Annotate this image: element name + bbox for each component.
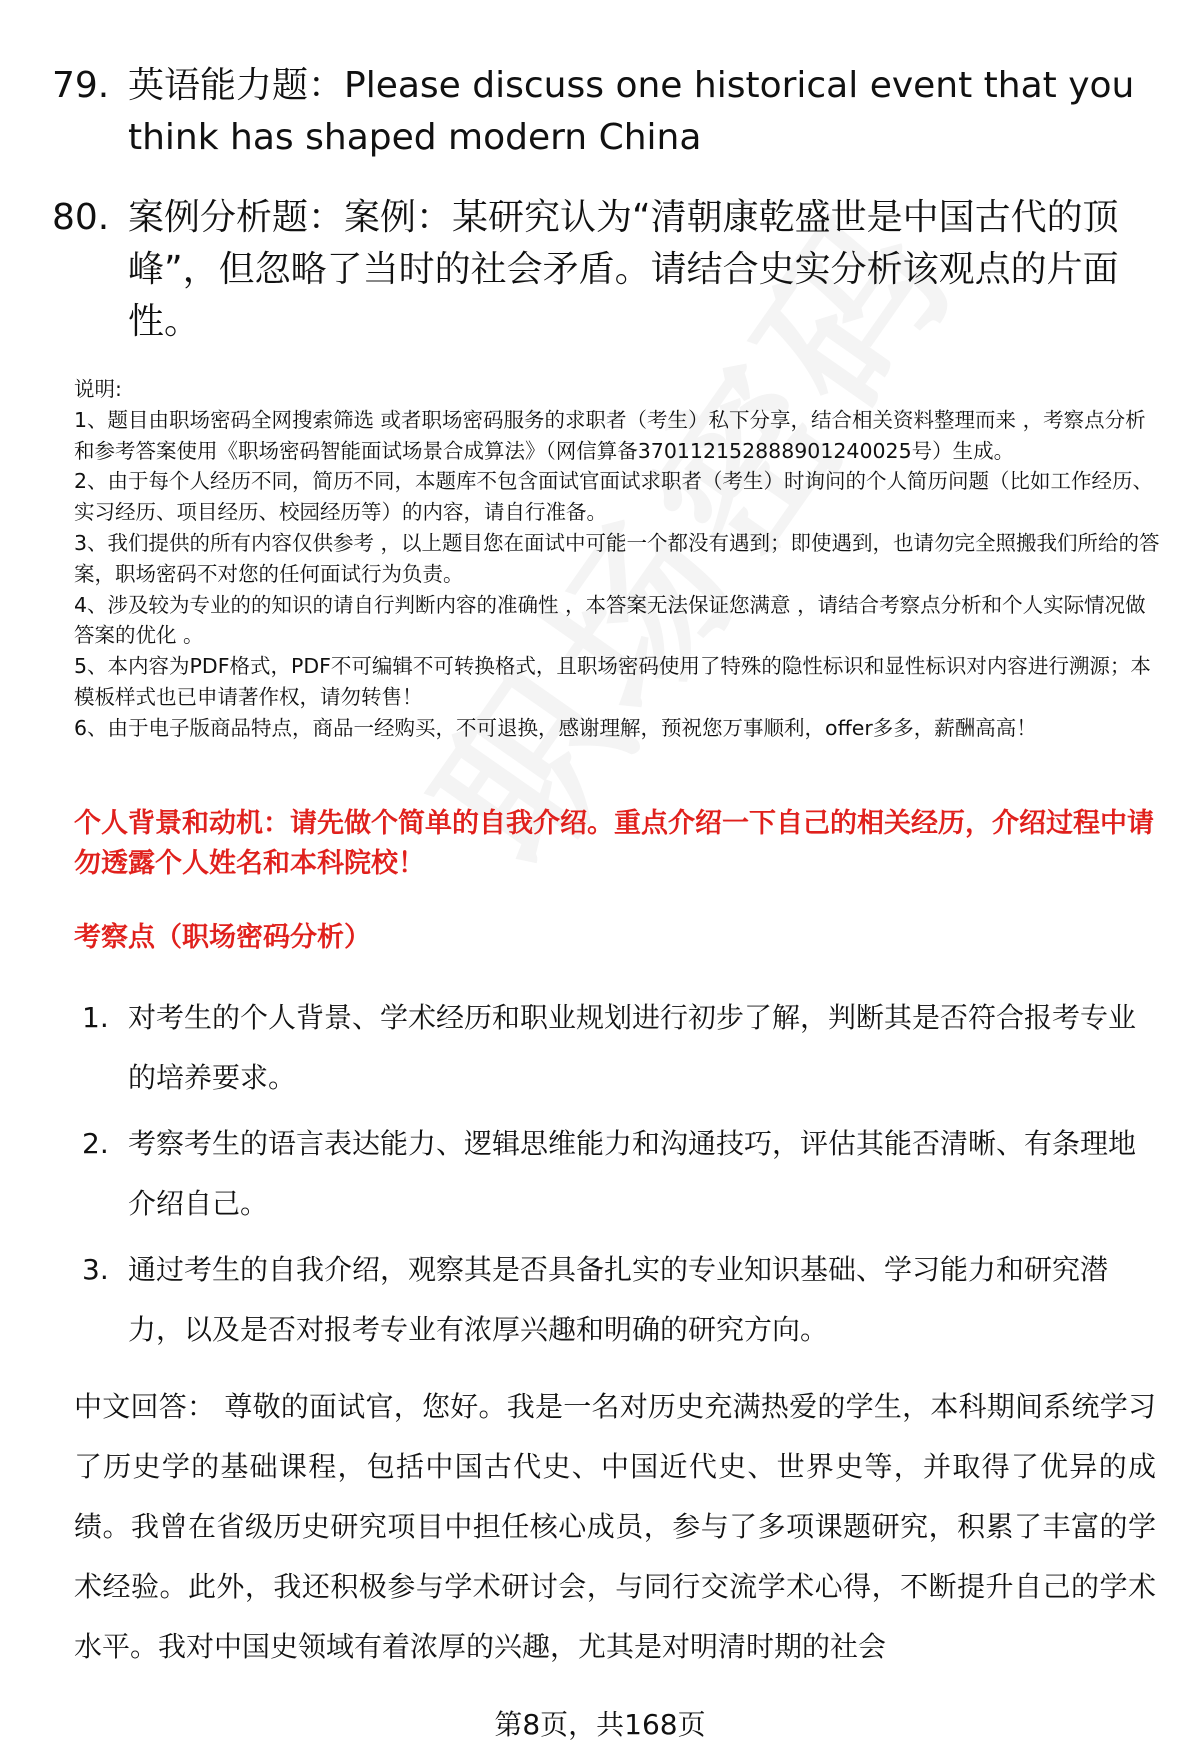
list-item	[82, 1114, 1162, 1234]
question-text: 案例分析题：案例：某研究认为“清朝康乾盛世是中国古代的顶峰”，但忽略了当时的社会矛盾。请结合史实分析该观点的片面性。	[128, 197, 1119, 342]
question-80	[52, 192, 1152, 348]
point-text: 对考生的个人背景、学术经历和职业规划进行初步了解，判断其是否符合报考专业的培养要求。	[128, 1001, 1137, 1094]
note-item: 3、我们提供的所有内容仅供参考 ，以上题目您在面试中可能一个都没有遇到；即使遇到，也请勿完全照搬我们所给的答案，职场密码不对您的任何面试行为负责。	[74, 530, 1160, 586]
note-item: 2、由于每个人经历不同，简历不同，本题库不包含面试官面试求职者（考生）时询问的个人简历问题（比如工作经历、实习经历、项目经历、校园经历等）的内容，请自行准备。	[74, 469, 1154, 525]
point-number: 1.	[82, 1001, 109, 1034]
notes-block	[74, 374, 1164, 744]
note-item: 6、由于电子版商品特点，商品一经购买，不可退换，感谢理解，预祝您万事顺利，offer多多，薪酬高高！	[74, 715, 1037, 740]
assessment-points	[82, 988, 1162, 1366]
question-number: 80.	[52, 197, 110, 238]
list-item	[82, 1240, 1162, 1360]
point-number: 2.	[82, 1127, 109, 1160]
note-item: 1、题目由职场密码全网搜索筛选 或者职场密码服务的求职者（考生）私下分享，结合相关资料整理而来 ，考察点分析和参考答案使用《职场密码智能面试场景合成算法》（网信算备370112152888901240025号）生成。	[74, 407, 1146, 463]
section-subtitle: 考察点（职场密码分析）	[74, 922, 371, 953]
list-item	[82, 988, 1162, 1108]
note-item: 4、涉及较为专业的的知识的请自行判断内容的准确性 ，本答案无法保证您满意 ，请结合考察点分析和个人实际情况做答案的优化 。	[74, 592, 1146, 648]
question-number: 79.	[52, 65, 110, 106]
section-title: 个人背景和动机：请先做个简单的自我介绍。重点介绍一下自己的相关经历，介绍过程中请勿透露个人姓名和本科院校！	[74, 808, 1154, 879]
question-text: 英语能力题：Please discuss one historical event that you think has shaped modern China	[128, 65, 1135, 158]
page-number: 第8页，共168页	[494, 1708, 706, 1741]
point-text: 考察考生的语言表达能力、逻辑思维能力和沟通技巧，评估其能否清晰、有条理地介绍自己。	[128, 1127, 1137, 1220]
point-text: 通过考生的自我介绍，观察其是否具备扎实的专业知识基础、学习能力和研究潜力，以及是否对报考专业有浓厚兴趣和明确的研究方向。	[128, 1253, 1109, 1346]
question-79	[52, 60, 1152, 164]
point-number: 3.	[82, 1253, 109, 1286]
answer-paragraph: 中文回答： 尊敬的面试官，您好。我是一名对历史充满热爱的学生，本科期间系统学习了历史学的基础课程，包括中国古代史、中国近代史、世界史等，并取得了优异的成绩。我曾在省级历史研究项目中担任核心成员，参与了多项课题研究，积累了丰富的学术经验。此外，我还积极参与学术研讨会，与同行交流学术心得，不断提升自己的学术水平。我对中国史领域有着浓厚的兴趣，尤其是对明清时期的社会	[74, 1390, 1156, 1663]
notes-title: 说明:	[74, 377, 122, 401]
note-item: 5、本内容为PDF格式，PDF不可编辑不可转换格式，且职场密码使用了特殊的隐性标识和显性标识对内容进行溯源；本模板样式也已申请著作权，请勿转售！	[74, 654, 1151, 709]
